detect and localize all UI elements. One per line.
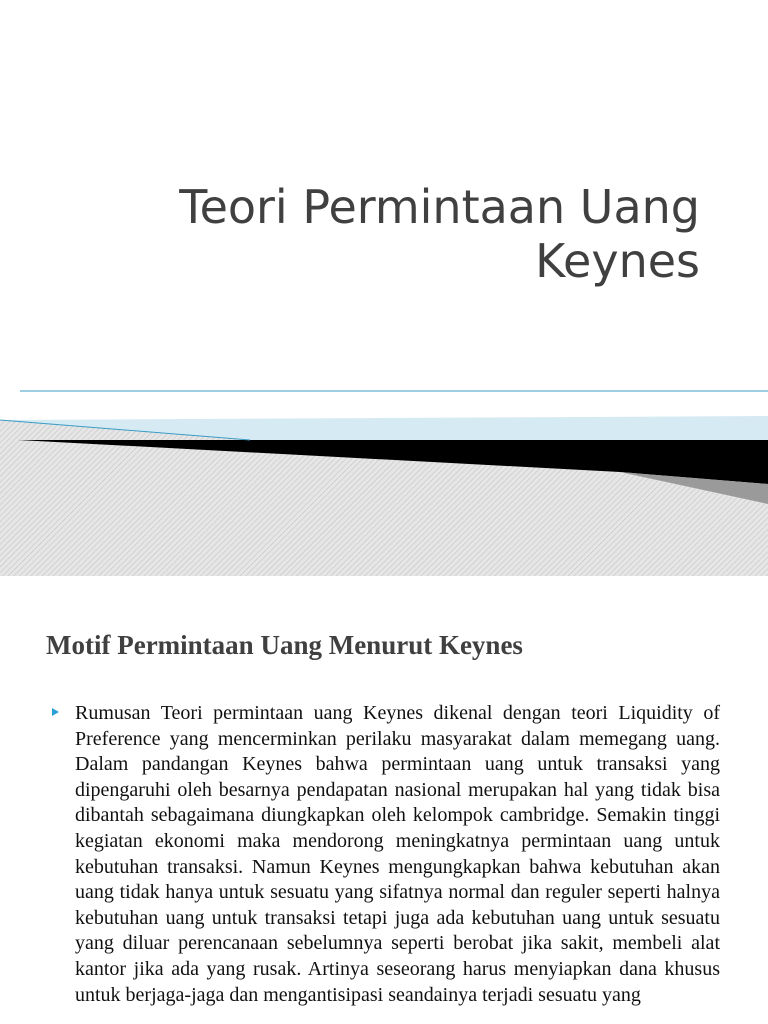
content-slide [0,576,768,1024]
slide-title [60,180,700,288]
title-line-1: Teori Permintaan Uang [179,180,700,234]
bullet-paragraph: Rumusan Teori permintaan uang Keynes dikenal dengan teori Liquidity of Preference yang mencerminkan perilaku masyarakat dalam memegang uang. Dalam pandangan Keynes bahwa permintaan uang untuk transaksi yang dipengaruhi oleh besarnya pendapatan nasional merupakan hal yang tidak bisa dibantah sebagaimana diungkapkan oleh kelompok cambridge. Semakin tinggi kegiatan ekonomi maka mendorong meningkatnya permintaan uang untuk kebutuhan transaksi. Namun Keynes mengungkapkan bahwa kebutuhan akan uang tidak hanya untuk sesuatu yang sifatnya normal dan reguler seperti halnya kebutuhan uang untuk transaksi tetapi juga ada kebutuhan uang untuk sesuatu yang diluar perencanaan sebelumnya seperti berobat jika sakit, membeli alat kantor jika ada yang rusak. Artinya seseorang harus menyiapkan dana khusus untuk berjaga-jaga dan mengantisipasi seandainya terjadi sesuatu yang [75,702,720,1006]
list-item [52,701,720,1008]
slide-heading: Motif Permintaan Uang Menurut Keynes [46,630,523,660]
title-line-2: Keynes [535,234,700,288]
bullet-arrow-icon [52,708,59,716]
decorative-wave-band [0,380,768,576]
